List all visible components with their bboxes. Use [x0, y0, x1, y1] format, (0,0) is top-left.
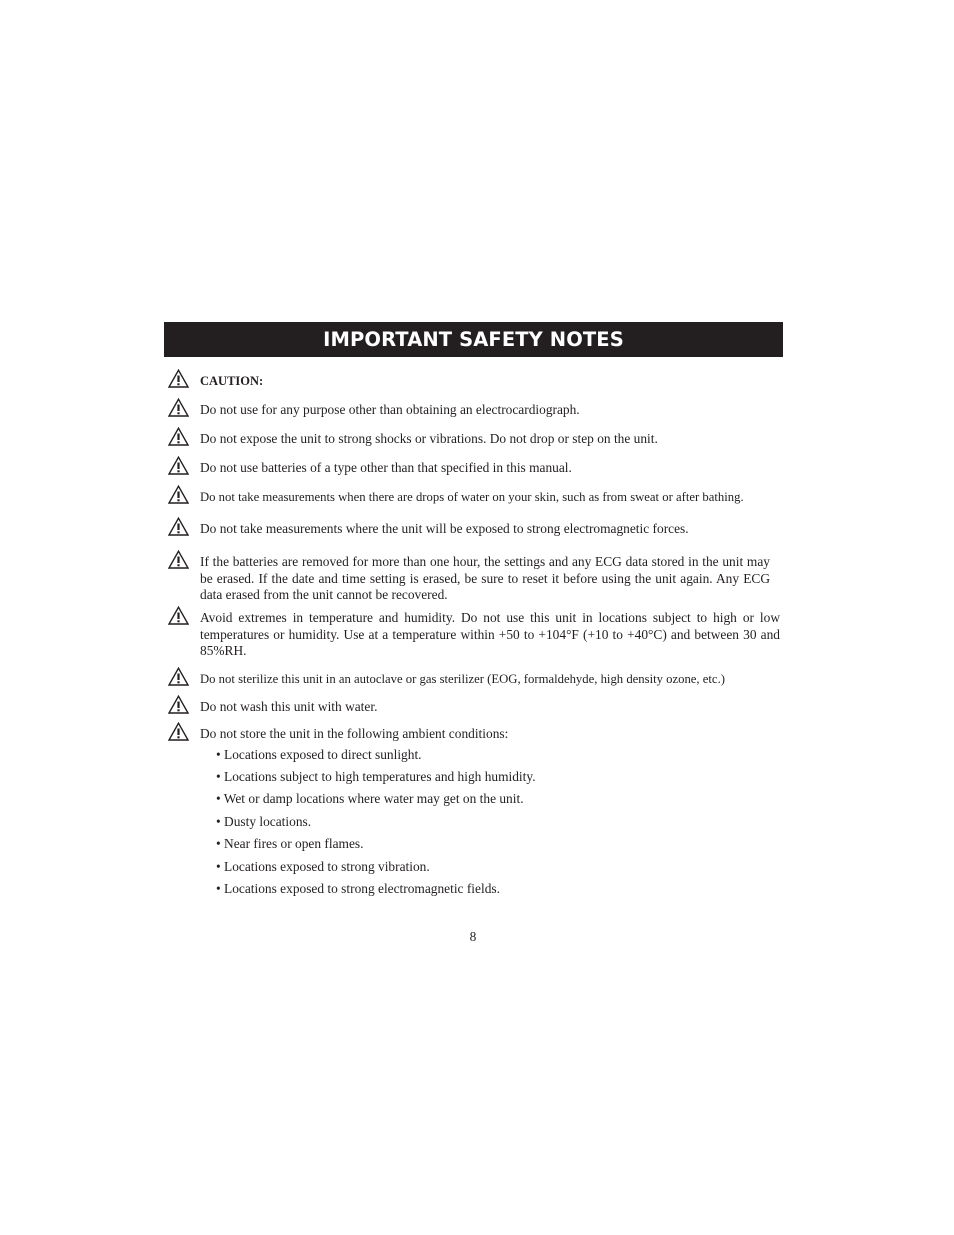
safety-note-text: Do not wash this unit with water. — [200, 699, 378, 714]
safety-note-text: Avoid extremes in temperature and humidity. Do not use this unit in locations subject to high or low temperatures or humidity. Use at a temperature within +50 to +104°F (+10 to +40°C) and between 30 and 85%RH. — [200, 610, 780, 659]
warning-triangle-icon — [168, 722, 189, 741]
safety-note-text: Do not sterilize this unit in an autoclave or gas sterilizer (EOG, formaldehyde, high density ozone, etc.) — [200, 672, 725, 686]
safety-note-text: Do not take measurements where the unit will be exposed to strong electromagnetic forces. — [200, 521, 689, 536]
safety-note-text: Do not use batteries of a type other than that specified in this manual. — [200, 460, 572, 475]
list-item: • Near fires or open flames. — [216, 836, 364, 851]
warning-triangle-icon — [168, 369, 189, 388]
list-item: • Locations exposed to strong vibration. — [216, 859, 430, 874]
warning-triangle-icon — [168, 485, 189, 504]
warning-triangle-icon — [168, 456, 189, 475]
warning-triangle-icon — [168, 606, 189, 625]
list-item: • Locations exposed to strong electromagnetic fields. — [216, 881, 500, 896]
safety-note-text: If the batteries are removed for more than one hour, the settings and any ECG data stored in the unit may be erased. If the date and time setting is erased, be sure to reset it before using the unit again. Any ECG data erased from the unit cannot be recovered. — [200, 554, 770, 603]
warning-triangle-icon — [168, 427, 189, 446]
list-item: • Dusty locations. — [216, 814, 312, 829]
section-title: IMPORTANT SAFETY NOTES — [323, 328, 624, 351]
warning-triangle-icon — [168, 398, 189, 417]
safety-note-text: Do not take measurements when there are drops of water on your skin, such as from sweat or after bathing. — [200, 490, 744, 504]
warning-triangle-icon — [168, 667, 189, 686]
warning-triangle-icon — [168, 550, 189, 569]
safety-note-text: Do not expose the unit to strong shocks or vibrations. Do not drop or step on the unit. — [200, 431, 658, 446]
safety-note-text: Do not store the unit in the following ambient conditions: — [200, 726, 509, 741]
page-number: 8 — [469, 929, 477, 944]
safety-note-text: Do not use for any purpose other than obtaining an electrocardiograph. — [200, 402, 580, 417]
list-item: • Locations subject to high temperatures and high humidity. — [216, 769, 536, 784]
list-item: • Wet or damp locations where water may get on the unit. — [216, 791, 524, 806]
warning-triangle-icon — [168, 517, 189, 536]
section-header-bar — [164, 322, 783, 357]
caution-label: CAUTION: — [200, 374, 264, 388]
warning-triangle-icon — [168, 695, 189, 714]
list-item: • Locations exposed to direct sunlight. — [216, 747, 422, 762]
